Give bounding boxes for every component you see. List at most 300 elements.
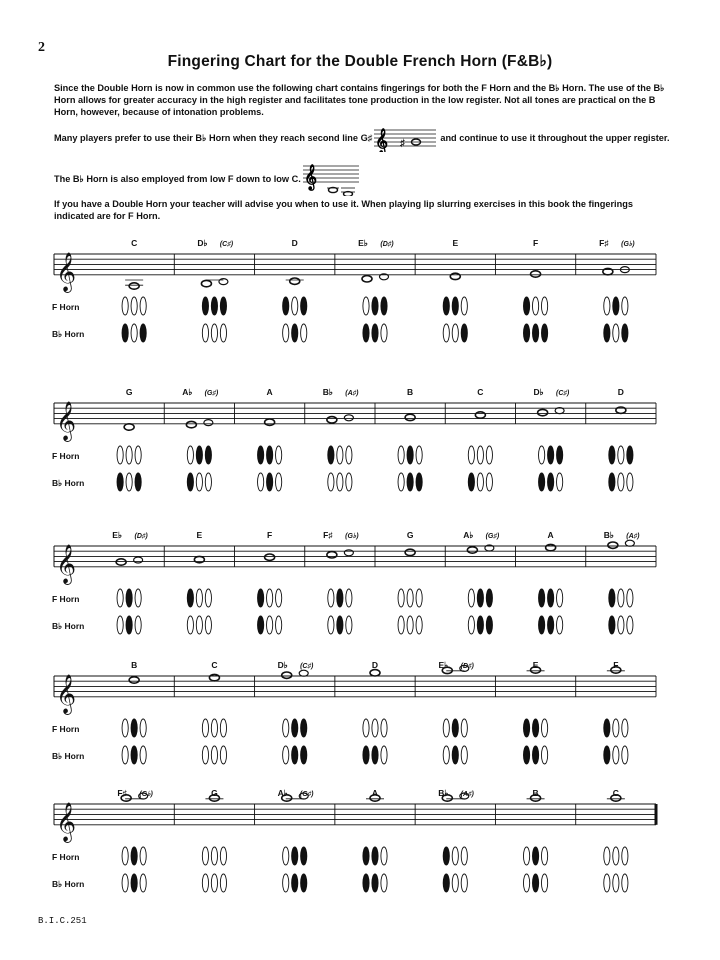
valve-pressed-icon xyxy=(443,847,449,865)
valve-pressed-icon xyxy=(126,589,132,607)
f-horn-valve-diagram xyxy=(609,446,633,464)
bb-horn-row-label: B♭ Horn xyxy=(52,478,85,488)
f-horn-valve-diagram xyxy=(443,719,467,737)
f-horn-valve-diagram xyxy=(398,446,422,464)
note-name-label: G xyxy=(211,788,218,798)
valve-open-icon xyxy=(613,324,619,342)
bb-horn-valve-diagram xyxy=(117,616,141,634)
valve-pressed-icon xyxy=(292,719,298,737)
whole-note-icon xyxy=(608,540,635,548)
low-f-to-c-staff-icon xyxy=(301,162,361,196)
valve-pressed-icon xyxy=(372,297,378,315)
note-name-label: C xyxy=(477,387,484,397)
valve-pressed-icon xyxy=(532,324,538,342)
bb-horn-valve-diagram xyxy=(468,473,492,491)
valve-open-icon xyxy=(122,297,128,315)
valve-open-icon xyxy=(627,589,633,607)
valve-open-icon xyxy=(622,874,628,892)
valve-open-icon xyxy=(541,297,547,315)
intro-paragraph-3-text: The B♭ Horn is also employed from low F down to low C. xyxy=(54,174,301,184)
g-sharp-staff-icon xyxy=(372,124,438,152)
chart-system-3 xyxy=(0,528,720,661)
valve-pressed-icon xyxy=(283,297,289,315)
whole-note-icon xyxy=(282,670,309,678)
valve-pressed-icon xyxy=(372,874,378,892)
note-name-label: F♯ xyxy=(117,788,127,798)
note-name-label: E xyxy=(196,530,203,540)
valve-open-icon xyxy=(613,746,619,764)
valve-pressed-icon xyxy=(539,473,545,491)
intro-paragraph-4: If you have a Double Horn your teacher will advise you when to use it. When playing lip slurring exercises in this book the fingerings indicated are for F Horn. xyxy=(54,199,633,221)
note-name-label: C xyxy=(131,238,138,248)
valve-open-icon xyxy=(477,473,483,491)
f-horn-valve-diagram xyxy=(604,297,628,315)
valve-pressed-icon xyxy=(461,324,467,342)
valve-open-icon xyxy=(627,473,633,491)
chart-system-svg xyxy=(0,236,720,364)
valve-pressed-icon xyxy=(532,719,538,737)
valve-open-icon xyxy=(283,746,289,764)
valve-open-icon xyxy=(398,589,404,607)
valve-open-icon xyxy=(135,446,141,464)
enharmonic-label: (D♯) xyxy=(134,533,148,540)
valve-open-icon xyxy=(523,847,529,865)
valve-pressed-icon xyxy=(205,446,211,464)
note-name-label: D xyxy=(291,238,298,248)
f-horn-valve-diagram xyxy=(523,297,547,315)
valve-pressed-icon xyxy=(363,847,369,865)
bb-horn-valve-diagram xyxy=(523,746,547,764)
valve-open-icon xyxy=(618,616,624,634)
valve-open-icon xyxy=(131,324,137,342)
valve-pressed-icon xyxy=(117,473,123,491)
f-horn-valve-diagram xyxy=(604,847,628,865)
valve-pressed-icon xyxy=(557,446,563,464)
valve-open-icon xyxy=(618,446,624,464)
valve-open-icon xyxy=(381,719,387,737)
f-horn-valve-diagram xyxy=(122,297,146,315)
svg-text:♯: ♯ xyxy=(400,138,406,149)
valve-open-icon xyxy=(211,847,217,865)
valve-open-icon xyxy=(140,719,146,737)
bb-horn-valve-diagram xyxy=(604,746,628,764)
valve-pressed-icon xyxy=(622,324,628,342)
note-name-label: A♭ xyxy=(182,387,193,397)
valve-open-icon xyxy=(301,324,307,342)
bb-horn-valve-diagram xyxy=(187,616,211,634)
staff-lines xyxy=(54,804,656,825)
valve-open-icon xyxy=(283,874,289,892)
valve-pressed-icon xyxy=(301,297,307,315)
valve-pressed-icon xyxy=(452,746,458,764)
valve-pressed-icon xyxy=(131,847,137,865)
bb-horn-valve-diagram xyxy=(523,324,547,342)
f-horn-row-label: F Horn xyxy=(52,302,80,312)
note-name-label: C xyxy=(612,788,619,798)
valve-pressed-icon xyxy=(131,746,137,764)
bb-horn-valve-diagram xyxy=(122,324,146,342)
enharmonic-label: (C♯) xyxy=(219,241,234,248)
staff-lines xyxy=(54,546,656,567)
valve-open-icon xyxy=(283,324,289,342)
valve-pressed-icon xyxy=(131,874,137,892)
bb-horn-valve-diagram xyxy=(443,324,467,342)
valve-open-icon xyxy=(477,446,483,464)
valve-open-icon xyxy=(468,589,474,607)
f-horn-valve-diagram xyxy=(122,847,146,865)
valve-pressed-icon xyxy=(220,297,226,315)
valve-open-icon xyxy=(220,847,226,865)
valve-open-icon xyxy=(258,473,264,491)
valve-pressed-icon xyxy=(604,324,610,342)
valve-pressed-icon xyxy=(452,297,458,315)
note-name-label: B♭ xyxy=(603,530,614,540)
valve-open-icon xyxy=(202,719,208,737)
staff-lines xyxy=(54,676,656,697)
valve-open-icon xyxy=(117,446,123,464)
valve-open-icon xyxy=(407,589,413,607)
valve-open-icon xyxy=(211,874,217,892)
f-horn-valve-diagram xyxy=(363,297,387,315)
valve-pressed-icon xyxy=(609,589,615,607)
valve-open-icon xyxy=(205,473,211,491)
valve-pressed-icon xyxy=(381,297,387,315)
bb-horn-valve-diagram xyxy=(258,473,282,491)
valve-pressed-icon xyxy=(407,473,413,491)
note-name-label: D♭ xyxy=(197,238,208,248)
note-name-label: A xyxy=(371,788,379,798)
valve-pressed-icon xyxy=(363,324,369,342)
whole-note-icon xyxy=(405,549,415,555)
bb-horn-valve-diagram xyxy=(443,746,467,764)
whole-note-icon xyxy=(538,408,565,416)
treble-clef-icon: 𝄞 xyxy=(56,802,77,841)
bb-horn-valve-diagram xyxy=(328,473,352,491)
bb-horn-valve-diagram xyxy=(328,616,352,634)
valve-open-icon xyxy=(202,746,208,764)
valve-pressed-icon xyxy=(126,616,132,634)
valve-open-icon xyxy=(267,589,273,607)
valve-open-icon xyxy=(398,616,404,634)
bb-horn-valve-diagram xyxy=(202,746,226,764)
valve-pressed-icon xyxy=(452,719,458,737)
f-horn-row-label: F Horn xyxy=(52,852,80,862)
chart-system-2 xyxy=(0,385,720,518)
whole-note-icon xyxy=(116,557,143,565)
treble-clef-icon: 𝄞 xyxy=(56,544,77,583)
whole-note-icon xyxy=(124,424,134,430)
valve-open-icon xyxy=(276,446,282,464)
valve-open-icon xyxy=(381,324,387,342)
bb-horn-valve-diagram xyxy=(398,616,422,634)
chart-system-svg xyxy=(0,385,720,513)
valve-open-icon xyxy=(328,616,334,634)
valve-open-icon xyxy=(135,589,141,607)
f-horn-valve-diagram xyxy=(468,446,492,464)
valve-open-icon xyxy=(196,473,202,491)
enharmonic-label: (A♯) xyxy=(460,791,474,798)
enharmonic-label: (D♯) xyxy=(380,241,394,248)
valve-open-icon xyxy=(416,446,422,464)
valve-open-icon xyxy=(346,589,352,607)
valve-open-icon xyxy=(202,874,208,892)
valve-pressed-icon xyxy=(301,719,307,737)
chart-system-5 xyxy=(0,786,720,919)
f-horn-valve-diagram xyxy=(539,446,563,464)
valve-open-icon xyxy=(283,719,289,737)
valve-open-icon xyxy=(126,473,132,491)
f-horn-valve-diagram xyxy=(122,719,146,737)
bb-horn-valve-diagram xyxy=(202,874,226,892)
valve-pressed-icon xyxy=(548,473,554,491)
note-name-label: A♭ xyxy=(463,530,474,540)
bb-horn-row-label: B♭ Horn xyxy=(52,329,85,339)
valve-pressed-icon xyxy=(468,473,474,491)
f-horn-valve-diagram xyxy=(609,589,633,607)
bb-horn-valve-diagram xyxy=(258,616,282,634)
valve-open-icon xyxy=(328,473,334,491)
f-horn-valve-diagram xyxy=(443,297,467,315)
whole-note-icon xyxy=(129,677,139,683)
f-horn-valve-diagram xyxy=(539,589,563,607)
f-horn-row-label: F Horn xyxy=(52,451,80,461)
valve-open-icon xyxy=(363,297,369,315)
bb-horn-valve-diagram xyxy=(609,473,633,491)
bb-horn-row-label: B♭ Horn xyxy=(52,879,85,889)
whole-note-icon xyxy=(405,414,415,420)
valve-open-icon xyxy=(613,847,619,865)
valve-open-icon xyxy=(117,589,123,607)
whole-note-icon xyxy=(286,278,304,284)
valve-pressed-icon xyxy=(548,589,554,607)
valve-open-icon xyxy=(346,473,352,491)
valve-open-icon xyxy=(622,746,628,764)
whole-note-icon xyxy=(475,412,485,418)
valve-open-icon xyxy=(211,746,217,764)
valve-open-icon xyxy=(202,324,208,342)
valve-pressed-icon xyxy=(604,746,610,764)
valve-pressed-icon xyxy=(211,297,217,315)
f-horn-valve-diagram xyxy=(283,719,307,737)
valve-pressed-icon xyxy=(609,446,615,464)
chart-system-svg xyxy=(0,786,720,914)
valve-pressed-icon xyxy=(135,473,141,491)
valve-open-icon xyxy=(346,446,352,464)
note-name-label: B xyxy=(407,387,414,397)
bb-horn-valve-diagram xyxy=(122,874,146,892)
note-name-label: E♭ xyxy=(112,530,122,540)
valve-open-icon xyxy=(539,446,545,464)
valve-open-icon xyxy=(398,473,404,491)
valve-open-icon xyxy=(363,719,369,737)
valve-open-icon xyxy=(346,616,352,634)
valve-open-icon xyxy=(202,847,208,865)
note-name-label: A xyxy=(266,387,273,397)
valve-open-icon xyxy=(541,746,547,764)
note-name-label: B xyxy=(532,788,539,798)
valve-open-icon xyxy=(140,847,146,865)
valve-open-icon xyxy=(196,589,202,607)
note-name-label: E♭ xyxy=(358,238,368,248)
valve-pressed-icon xyxy=(337,589,343,607)
staff-lines xyxy=(54,403,656,424)
bb-horn-valve-diagram xyxy=(363,324,387,342)
valve-open-icon xyxy=(211,324,217,342)
valve-pressed-icon xyxy=(523,324,529,342)
enharmonic-label: (G♭) xyxy=(345,533,359,540)
valve-open-icon xyxy=(613,719,619,737)
valve-pressed-icon xyxy=(539,589,545,607)
bb-horn-row-label: B♭ Horn xyxy=(52,621,85,631)
bb-horn-valve-diagram xyxy=(604,324,628,342)
valve-open-icon xyxy=(443,746,449,764)
valve-open-icon xyxy=(407,616,413,634)
note-name-label: C xyxy=(211,660,218,670)
whole-note-icon xyxy=(201,279,228,287)
valve-open-icon xyxy=(627,616,633,634)
treble-clef-icon: 𝄞 xyxy=(56,674,77,713)
note-name-label: D xyxy=(617,387,624,397)
valve-open-icon xyxy=(452,874,458,892)
chart-system-svg xyxy=(0,528,720,656)
chart-system-1 xyxy=(0,236,720,369)
valve-pressed-icon xyxy=(337,616,343,634)
valve-open-icon xyxy=(122,746,128,764)
f-horn-row-label: F Horn xyxy=(52,594,80,604)
valve-open-icon xyxy=(461,874,467,892)
f-horn-valve-diagram xyxy=(468,589,492,607)
valve-open-icon xyxy=(220,746,226,764)
whole-note-icon xyxy=(265,554,275,560)
valve-open-icon xyxy=(622,297,628,315)
note-name-label: A♭ xyxy=(277,788,288,798)
note-name-label: B♭ xyxy=(438,788,449,798)
valve-open-icon xyxy=(532,297,538,315)
valve-open-icon xyxy=(604,847,610,865)
note-name-label: B xyxy=(131,660,138,670)
valve-pressed-icon xyxy=(187,589,193,607)
bb-horn-valve-diagram xyxy=(539,473,563,491)
valve-open-icon xyxy=(337,446,343,464)
enharmonic-label: (A♯) xyxy=(626,533,640,540)
valve-open-icon xyxy=(452,324,458,342)
valve-open-icon xyxy=(486,473,492,491)
enharmonic-label: (G♯) xyxy=(299,791,314,798)
bb-horn-valve-diagram xyxy=(117,473,141,491)
valve-open-icon xyxy=(381,746,387,764)
bb-horn-valve-diagram xyxy=(523,874,547,892)
note-name-label: A xyxy=(547,530,554,540)
note-name-label: D♭ xyxy=(277,660,288,670)
note-name-label: D♭ xyxy=(533,387,544,397)
valve-pressed-icon xyxy=(187,473,193,491)
valve-open-icon xyxy=(398,446,404,464)
f-horn-valve-diagram xyxy=(363,847,387,865)
page-number: 2 xyxy=(38,40,45,55)
note-name-label: E xyxy=(532,660,539,670)
svg-text:𝄞: 𝄞 xyxy=(375,128,389,152)
valve-pressed-icon xyxy=(122,324,128,342)
valve-pressed-icon xyxy=(443,874,449,892)
whole-note-icon xyxy=(209,674,219,680)
bb-horn-valve-diagram xyxy=(468,616,492,634)
f-horn-valve-diagram xyxy=(363,719,387,737)
valve-open-icon xyxy=(220,719,226,737)
valve-open-icon xyxy=(381,847,387,865)
valve-pressed-icon xyxy=(292,324,298,342)
valve-pressed-icon xyxy=(541,324,547,342)
valve-open-icon xyxy=(381,874,387,892)
valve-open-icon xyxy=(276,473,282,491)
note-name-label: F♯ xyxy=(599,238,609,248)
valve-pressed-icon xyxy=(532,874,538,892)
f-horn-valve-diagram xyxy=(604,719,628,737)
f-horn-valve-diagram xyxy=(187,446,211,464)
valve-open-icon xyxy=(140,874,146,892)
valve-pressed-icon xyxy=(267,446,273,464)
enharmonic-label: (G♯) xyxy=(485,533,500,540)
valve-pressed-icon xyxy=(363,746,369,764)
valve-pressed-icon xyxy=(292,874,298,892)
valve-pressed-icon xyxy=(258,589,264,607)
note-name-label: D xyxy=(371,660,379,670)
valve-pressed-icon xyxy=(548,446,554,464)
bb-horn-row-label: B♭ Horn xyxy=(52,751,85,761)
valve-open-icon xyxy=(211,719,217,737)
valve-open-icon xyxy=(613,874,619,892)
enharmonic-label: (C♯) xyxy=(556,390,570,397)
valve-pressed-icon xyxy=(258,446,264,464)
valve-open-icon xyxy=(443,719,449,737)
note-name-label: E xyxy=(452,238,459,248)
f-horn-valve-diagram xyxy=(523,847,547,865)
valve-pressed-icon xyxy=(258,616,264,634)
bb-horn-valve-diagram xyxy=(122,746,146,764)
valve-open-icon xyxy=(283,847,289,865)
f-horn-valve-diagram xyxy=(523,719,547,737)
f-horn-valve-diagram xyxy=(258,589,282,607)
valve-open-icon xyxy=(461,719,467,737)
chart-system-4 xyxy=(0,658,720,791)
valve-pressed-icon xyxy=(372,847,378,865)
valve-pressed-icon xyxy=(292,746,298,764)
f-horn-valve-diagram xyxy=(202,719,226,737)
valve-open-icon xyxy=(486,446,492,464)
f-horn-valve-diagram xyxy=(117,589,141,607)
valve-pressed-icon xyxy=(328,446,334,464)
valve-pressed-icon xyxy=(532,847,538,865)
valve-open-icon xyxy=(205,589,211,607)
valve-open-icon xyxy=(372,719,378,737)
intro-paragraph-2-start: Many players prefer to use their B♭ Horn when they reach second line G♯ xyxy=(54,133,373,143)
valve-pressed-icon xyxy=(609,616,615,634)
intro-paragraph-3 xyxy=(54,162,674,196)
enharmonic-label: (G♭) xyxy=(621,241,635,248)
f-horn-valve-diagram xyxy=(328,589,352,607)
valve-pressed-icon xyxy=(532,746,538,764)
valve-open-icon xyxy=(604,297,610,315)
valve-pressed-icon xyxy=(523,719,529,737)
intro-paragraph-2 xyxy=(54,124,674,152)
valve-open-icon xyxy=(557,589,563,607)
f-horn-valve-diagram xyxy=(202,297,226,315)
note-name-label: F xyxy=(613,660,619,670)
valve-pressed-icon xyxy=(604,719,610,737)
valve-pressed-icon xyxy=(131,719,137,737)
note-name-label: F xyxy=(532,238,539,248)
valve-open-icon xyxy=(622,847,628,865)
whole-note-icon xyxy=(265,419,275,425)
